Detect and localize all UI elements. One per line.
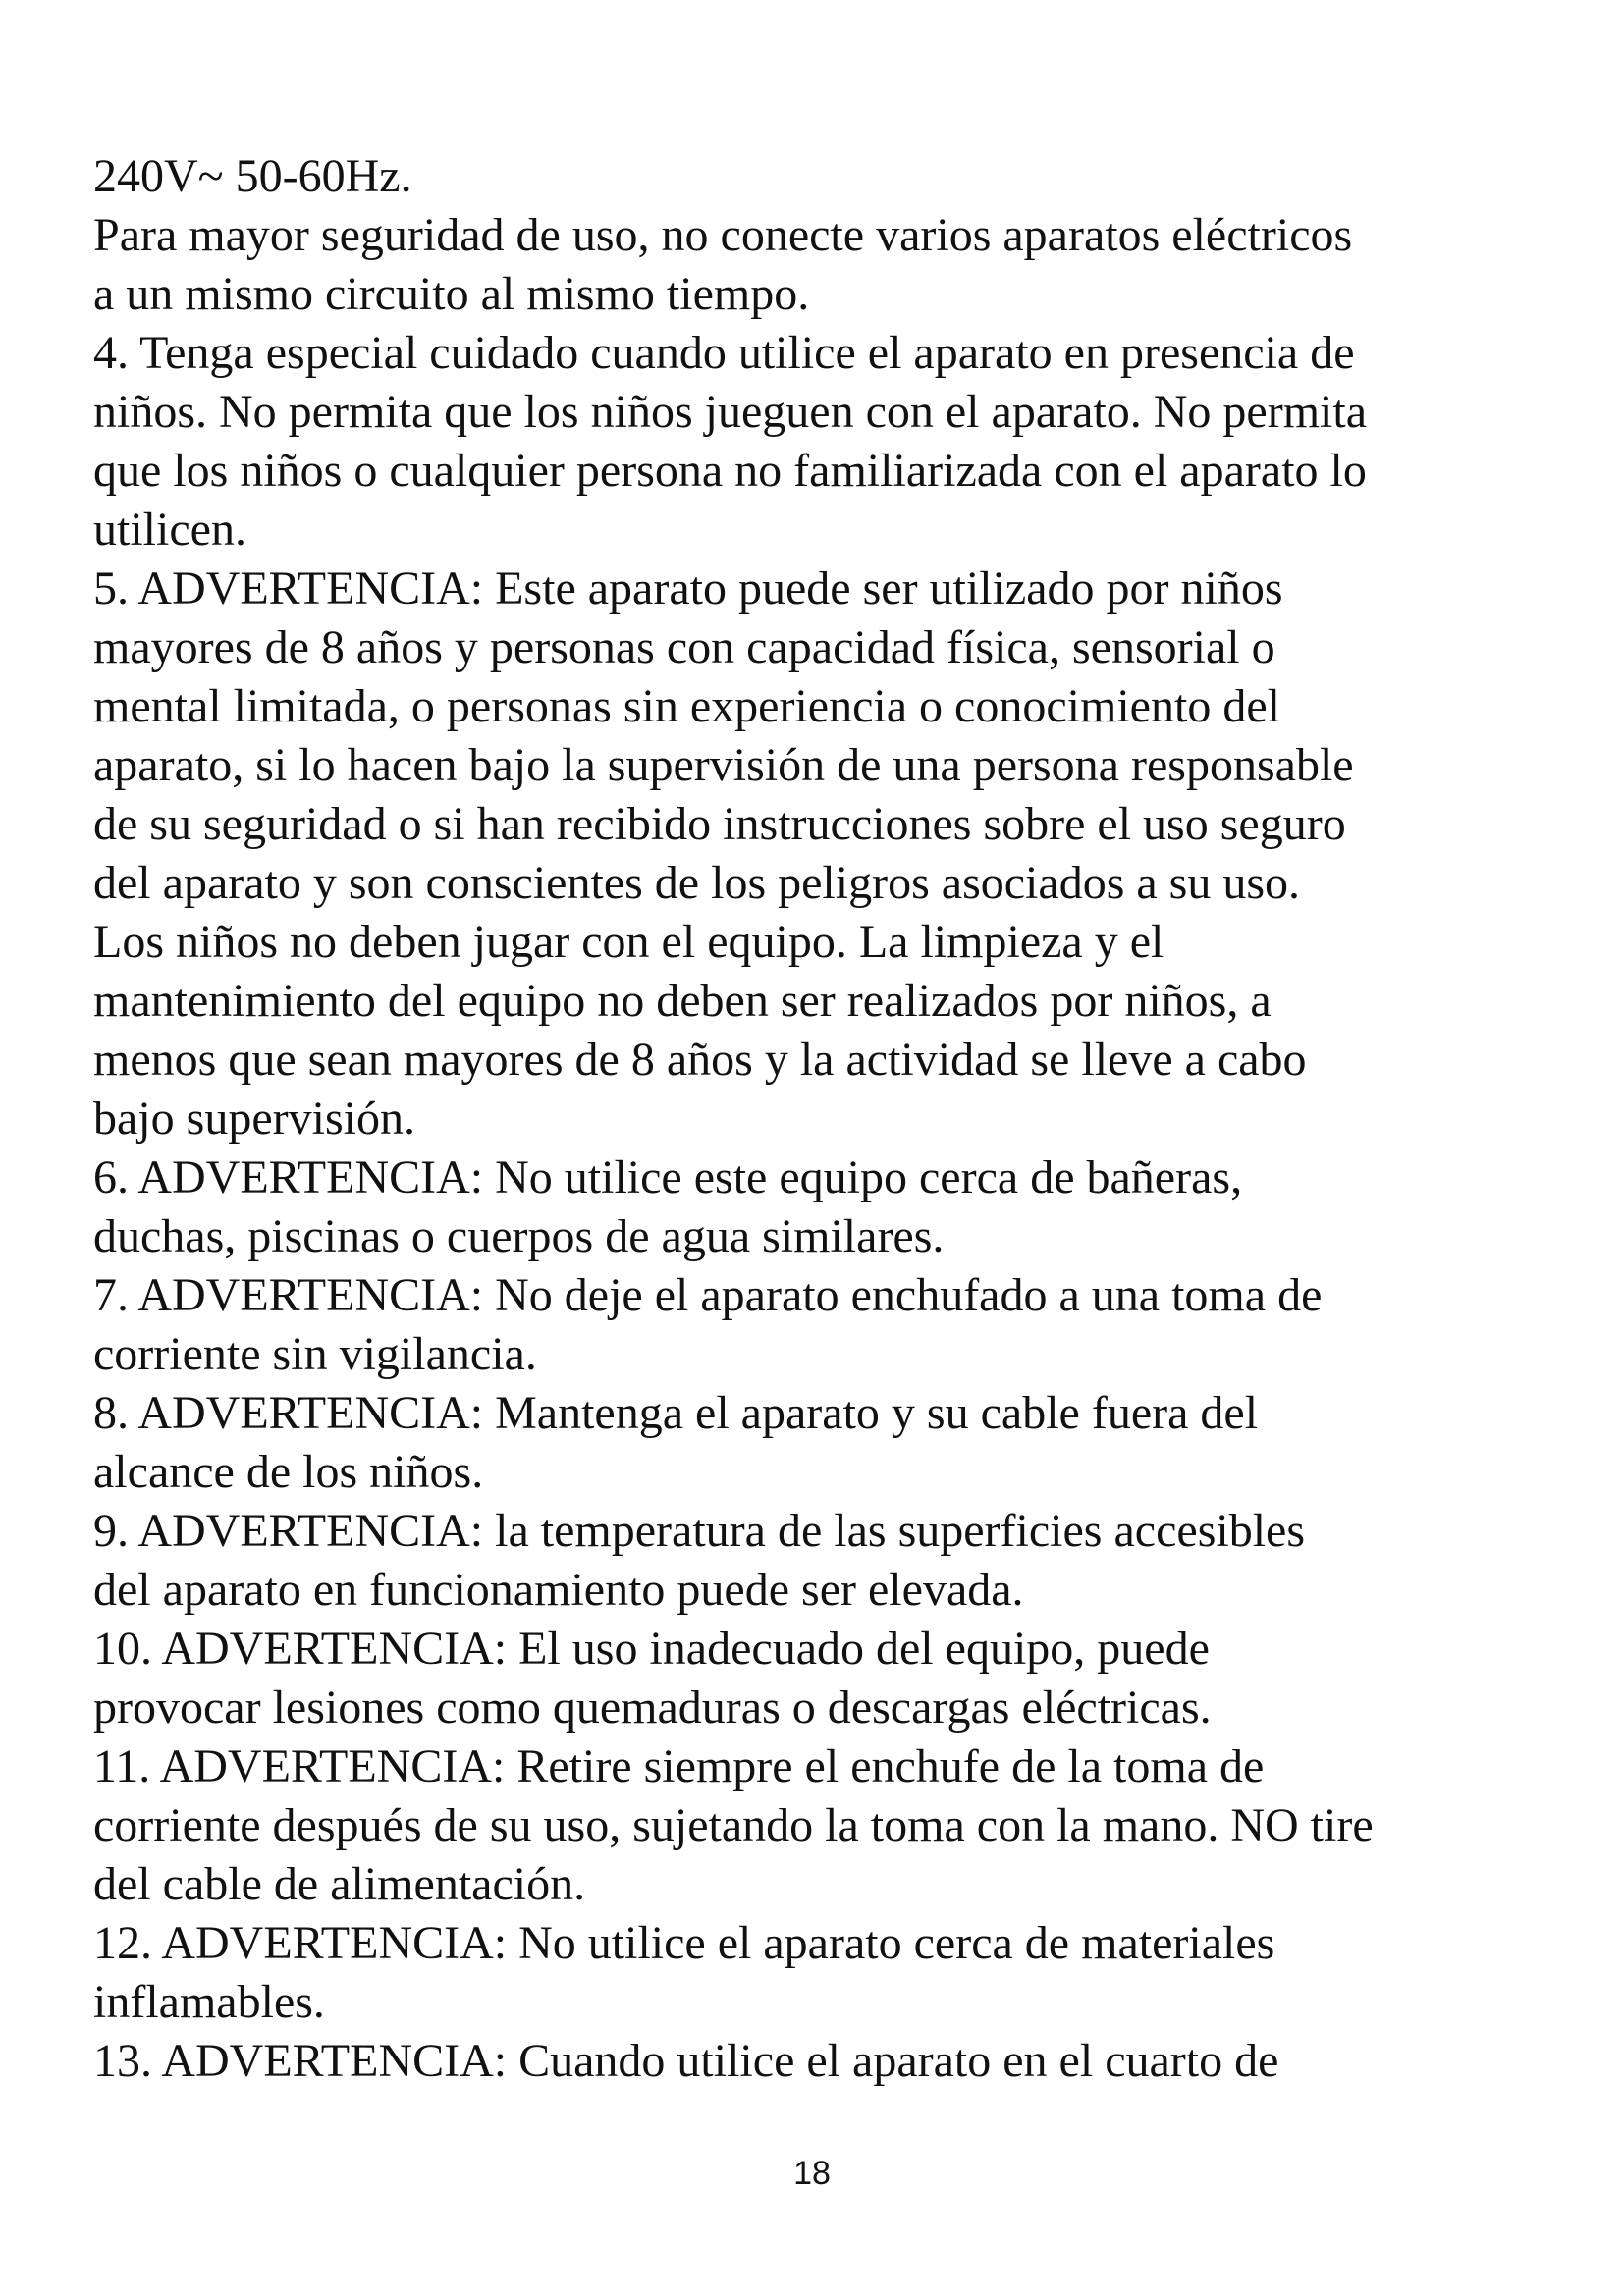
text-line: inflamables. <box>93 1976 325 2028</box>
text-line: del aparato y son conscientes de los peligros asociados a su uso. <box>93 857 1301 909</box>
text-line: mantenimiento del equipo no deben ser realizados por niños, a <box>93 975 1272 1027</box>
text-line: bajo supervisión. <box>93 1093 415 1145</box>
text-line: menos que sean mayores de 8 años y la actividad se lleve a cabo <box>93 1034 1307 1086</box>
text-line: 9. ADVERTENCIA: la temperatura de las superficies accesibles <box>93 1505 1306 1557</box>
text-line: corriente después de su uso, sujetando la toma con la mano. NO tire <box>93 1799 1374 1851</box>
text-line: mayores de 8 años y personas con capacidad física, sensorial o <box>93 621 1275 673</box>
text-line: 8. ADVERTENCIA: Mantenga el aparato y su cable fuera del <box>93 1387 1259 1439</box>
text-line: que los niños o cualquier persona no familiarizada con el aparato lo <box>93 445 1367 497</box>
text-line: mental limitada, o personas sin experiencia o conocimiento del <box>93 680 1280 732</box>
text-line: 4. Tenga especial cuidado cuando utilice el aparato en presencia de <box>93 327 1355 379</box>
text-line: Para mayor seguridad de uso, no conecte varios aparatos eléctricos <box>93 209 1353 261</box>
text-line: de su seguridad o si han recibido instrucciones sobre el uso seguro <box>93 798 1346 850</box>
text-line: utilicen. <box>93 504 246 556</box>
text-line: a un mismo circuito al mismo tiempo. <box>93 268 810 320</box>
text-line: 7. ADVERTENCIA: No deje el aparato enchufado a una toma de <box>93 1269 1323 1321</box>
text-line: alcance de los niños. <box>93 1446 484 1498</box>
text-line: 11. ADVERTENCIA: Retire siempre el enchufe de la toma de <box>93 1740 1265 1792</box>
text-line: del aparato en funcionamiento puede ser elevada. <box>93 1564 1024 1616</box>
text-line: niños. No permita que los niños jueguen con el aparato. No permita <box>93 386 1368 438</box>
text-line: corriente sin vigilancia. <box>93 1328 537 1380</box>
text-line: del cable de alimentación. <box>93 1858 586 1910</box>
page-number: 18 <box>793 2155 831 2192</box>
text-line: duchas, piscinas o cuerpos de agua similares. <box>93 1210 945 1262</box>
text-line: aparato, si lo hacen bajo la supervisión de una persona responsable <box>93 739 1354 791</box>
text-line: 13. ADVERTENCIA: Cuando utilice el aparato en el cuarto de <box>93 2035 1279 2087</box>
text-line: provocar lesiones como quemaduras o descargas eléctricas. <box>93 1682 1212 1734</box>
text-line: 5. ADVERTENCIA: Este aparato puede ser utilizado por niños <box>93 562 1283 614</box>
text-line: 240V~ 50-60Hz. <box>93 150 412 202</box>
body-text <box>93 147 1497 2091</box>
text-line: 12. ADVERTENCIA: No utilice el aparato cerca de materiales <box>93 1917 1275 1969</box>
text-line: 10. ADVERTENCIA: El uso inadecuado del equipo, puede <box>93 1623 1210 1675</box>
text-line: 6. ADVERTENCIA: No utilice este equipo cerca de bañeras, <box>93 1151 1243 1203</box>
text-line: Los niños no deben jugar con el equipo. La limpieza y el <box>93 916 1164 968</box>
